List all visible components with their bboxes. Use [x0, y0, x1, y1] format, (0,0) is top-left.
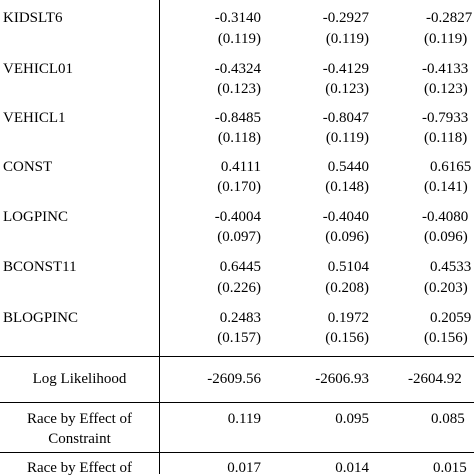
coef-cell: 0.4533 — [430, 259, 472, 275]
coef-cell: -0.4004 — [214, 209, 261, 225]
se-cell: (0.096) — [424, 229, 468, 245]
coef-cell: -0.3140 — [214, 10, 261, 26]
coef-cell: -0.8047 — [322, 110, 369, 126]
summary-cell: -2604.92 — [408, 371, 462, 387]
se-cell: (0.097) — [217, 229, 261, 245]
coef-cell: 0.6165 — [430, 159, 472, 175]
se-cell: (0.119) — [325, 130, 369, 146]
coef-cell: -0.4324 — [214, 61, 261, 77]
summary-cell: -2609.56 — [207, 371, 261, 387]
se-cell: (0.123) — [217, 81, 261, 97]
row-label: LOGPINC — [3, 209, 69, 225]
summary-cell: 0.014 — [335, 460, 369, 476]
se-cell: (0.123) — [325, 81, 369, 97]
se-cell: (0.119) — [424, 31, 468, 47]
se-cell: (0.148) — [325, 179, 369, 195]
se-cell: (0.118) — [424, 130, 468, 146]
coef-cell: 0.5440 — [327, 159, 369, 175]
summary-label: Log Likelihood — [32, 371, 127, 387]
row-label: KIDSLT6 — [3, 10, 63, 26]
coef-cell: -0.7933 — [422, 110, 469, 126]
se-cell: (0.119) — [217, 31, 261, 47]
se-cell: (0.123) — [424, 81, 468, 97]
summary-label: Constraint — [48, 431, 111, 447]
coef-cell: -0.2827 — [426, 10, 473, 26]
row-label: BLOGPINC — [3, 310, 79, 326]
row-label: BCONST11 — [3, 259, 77, 275]
coef-cell: 0.2059 — [430, 310, 472, 326]
coef-cell: -0.4040 — [322, 209, 369, 225]
coef-cell: -0.4080 — [422, 209, 469, 225]
summary-cell: 0.119 — [227, 411, 261, 427]
se-cell: (0.096) — [325, 229, 369, 245]
summary-cell: 0.015 — [433, 460, 467, 476]
se-cell: (0.170) — [217, 179, 261, 195]
coef-cell: 0.4111 — [220, 159, 261, 175]
summary-label: Race by Effect of — [26, 460, 133, 476]
coef-cell: 0.1972 — [327, 310, 369, 326]
summary-label: Race by Effect of — [26, 411, 133, 427]
row-label: CONST — [3, 159, 53, 175]
row-label: VEHICL01 — [3, 61, 73, 77]
se-cell: (0.226) — [217, 280, 261, 296]
coef-cell: 0.2483 — [219, 310, 261, 326]
summary-cell: 0.085 — [431, 411, 465, 427]
summary-cell: -2606.93 — [315, 371, 369, 387]
se-cell: (0.156) — [424, 330, 468, 346]
row-divider — [0, 402, 474, 403]
se-cell: (0.203) — [424, 280, 468, 296]
se-cell: (0.156) — [325, 330, 369, 346]
coef-cell: 0.5104 — [327, 259, 369, 275]
se-cell: (0.118) — [217, 130, 261, 146]
row-divider — [0, 452, 474, 453]
summary-cell: 0.095 — [335, 411, 369, 427]
se-cell: (0.141) — [424, 179, 468, 195]
se-cell: (0.119) — [325, 31, 369, 47]
coef-cell: -0.8485 — [214, 110, 261, 126]
coef-cell: -0.4129 — [322, 61, 369, 77]
row-label: VEHICL1 — [3, 110, 66, 126]
se-cell: (0.208) — [325, 280, 369, 296]
coef-cell: -0.2927 — [322, 10, 369, 26]
coef-cell: 0.6445 — [219, 259, 261, 275]
row-divider — [0, 356, 474, 357]
se-cell: (0.157) — [217, 330, 261, 346]
summary-cell: 0.017 — [227, 460, 261, 476]
coef-cell: -0.4133 — [422, 61, 469, 77]
